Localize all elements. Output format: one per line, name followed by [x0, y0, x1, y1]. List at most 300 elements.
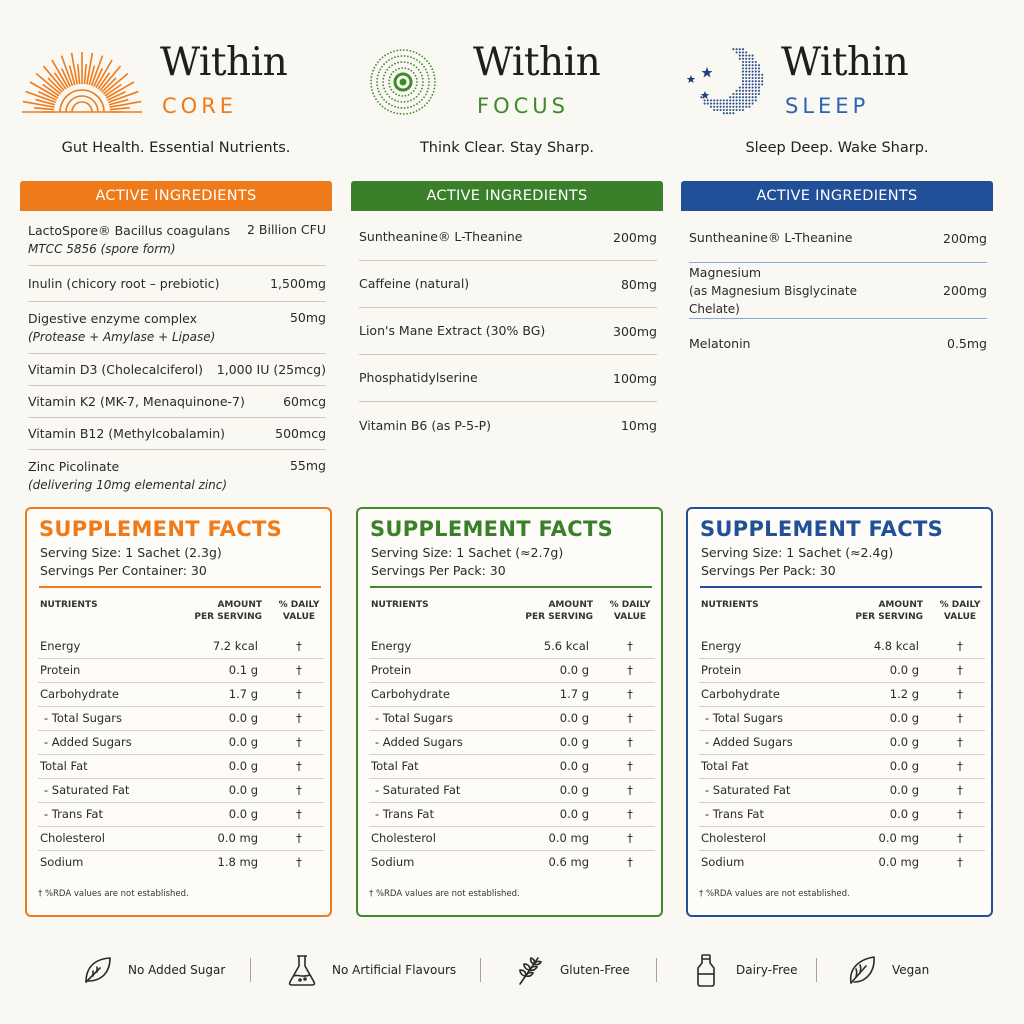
moon-dot	[732, 106, 734, 108]
focus-ring-dot	[424, 105, 426, 107]
nutrient-daily-value: †	[957, 735, 963, 749]
vegan-leaf-icon	[844, 952, 880, 988]
nutrient-name: Cholesterol	[40, 831, 105, 845]
focus-ring-dot	[376, 78, 378, 80]
nutrient-row	[38, 779, 324, 803]
nutrient-amount: 0.0 g	[889, 783, 919, 797]
moon-dot	[755, 93, 757, 95]
focus-ring-dot	[370, 76, 372, 78]
nutrient-amount: 1.2 g	[889, 687, 919, 701]
ingredient-label: Lion's Mane Extract (30% BG)	[359, 323, 546, 338]
focus-ring-dot	[421, 75, 423, 77]
moon-dot	[755, 83, 757, 85]
focus-ring-dot	[386, 61, 388, 63]
moon-dot	[700, 96, 702, 98]
ingredient-detail: (as Magnesium Bisglycinate Chelate)	[689, 283, 857, 316]
focus-ring-dot	[419, 54, 421, 56]
moon-dot	[752, 103, 754, 105]
amount-header-line2: PER SERVING	[855, 612, 923, 622]
moon-dot	[748, 58, 750, 60]
focus-ring-dot	[375, 64, 377, 66]
focus-ring-dot	[433, 71, 435, 73]
nutrient-row	[369, 731, 655, 755]
moon-dot	[739, 87, 741, 89]
ingredient-detail: (delivering 10mg elemental zinc)	[28, 478, 228, 492]
badge-divider	[656, 958, 657, 982]
ingredient-row	[359, 402, 657, 449]
ingredient-amount: 10mg	[620, 418, 657, 433]
facts-table-body	[38, 635, 324, 875]
focus-ring-dot	[382, 57, 384, 59]
focus-ring-dot	[371, 73, 373, 75]
moon-dot	[758, 90, 760, 92]
ingredient-amount: 50mg	[289, 310, 326, 325]
ingredient-amount: 1,000 IU (25mcg)	[216, 362, 326, 377]
daily-value-header	[607, 599, 653, 623]
nutrient-row	[699, 659, 985, 683]
focus-ring-dot	[410, 106, 412, 108]
nutrient-name: - Added Sugars	[705, 735, 793, 749]
focus-ring-dot	[391, 64, 393, 66]
focus-ring-dot	[413, 58, 415, 60]
moon-dot	[732, 112, 734, 114]
moon-dot	[729, 106, 731, 108]
focus-ring-dot	[416, 81, 418, 83]
focus-ring-dot	[371, 89, 373, 91]
ingredient-label: Digestive enzyme complex	[28, 310, 198, 326]
ingredient-amount: 1,500mg	[270, 276, 326, 291]
nutrient-row	[38, 683, 324, 707]
focus-ring-dot	[426, 91, 428, 93]
ingredient-label: Vitamin B12 (Methylcobalamin)	[28, 425, 226, 441]
focus-ring-dot	[423, 96, 425, 98]
moon-dot	[745, 58, 747, 60]
moon-dot	[755, 64, 757, 66]
moon-dot	[745, 55, 747, 57]
focus-ring-dot	[381, 66, 383, 68]
focus-ring-dot	[390, 111, 392, 113]
moon-dot	[723, 99, 725, 101]
nutrient-name: Sodium	[40, 855, 84, 869]
nutrient-row	[699, 683, 985, 707]
moon-dot	[720, 109, 722, 111]
moon-dot	[758, 87, 760, 89]
ingredient-name	[28, 310, 215, 346]
focus-ring-dot	[383, 63, 385, 65]
focus-ingredients-header: ACTIVE INGREDIENTS	[351, 181, 663, 211]
focus-ring-dot	[418, 93, 420, 95]
moon-dot	[707, 99, 709, 101]
nutrient-daily-value: †	[957, 783, 963, 797]
focus-product-line: FOCUS	[477, 94, 569, 118]
focus-ring-dot	[422, 84, 424, 86]
dv-header-line1: % DAILY	[939, 600, 981, 610]
moon-dot	[742, 64, 744, 66]
moon-dot	[748, 71, 750, 73]
focus-ring-dot	[423, 66, 425, 68]
moon-dot	[716, 99, 718, 101]
focus-ring-dot	[404, 107, 406, 109]
focus-ring-dot	[404, 61, 406, 63]
nutrient-amount: 0.0 mg	[878, 855, 919, 869]
servings-per-pack: Servings Per Pack: 30	[701, 563, 836, 578]
focus-ring-dot	[386, 69, 388, 71]
badge-label: Dairy-Free	[736, 963, 798, 977]
nutrient-row	[38, 803, 324, 827]
moon-dot	[742, 99, 744, 101]
core-ingredients-list	[28, 214, 326, 502]
core-tagline: Gut Health. Essential Nutrients.	[61, 140, 291, 156]
nutrient-amount: 0.0 g	[889, 663, 919, 677]
focus-ring-dot	[370, 86, 372, 88]
nutrient-name: Sodium	[371, 855, 415, 869]
focus-ring-dot	[396, 50, 398, 52]
moon-dot	[710, 103, 712, 105]
moon-dot	[748, 87, 750, 89]
focus-ring-dot	[409, 112, 411, 114]
core-supplement-facts	[25, 507, 332, 917]
focus-ring-dot	[430, 65, 432, 67]
focus-ring-dot	[379, 103, 381, 105]
moon-dot	[752, 71, 754, 73]
moon-dot	[729, 96, 731, 98]
moon-dot	[739, 51, 741, 53]
moon-dot	[742, 109, 744, 111]
focus-column	[351, 0, 663, 899]
focus-ring-dot	[385, 72, 387, 74]
focus-ring-dot	[426, 72, 428, 74]
nutrient-daily-value: †	[627, 663, 633, 677]
moon-dot	[742, 90, 744, 92]
nutrient-name: - Trans Fat	[44, 807, 103, 821]
moon-dot	[713, 103, 715, 105]
moon-dot	[732, 99, 734, 101]
focus-ingredients-list	[359, 214, 657, 449]
focus-ring-dot	[400, 49, 402, 51]
nutrient-amount: 0.0 g	[559, 663, 589, 677]
feature-badges	[80, 940, 960, 1000]
moon-dot	[745, 106, 747, 108]
moon-dot	[745, 90, 747, 92]
focus-ring-dot	[401, 67, 403, 69]
focus-ring-dot	[385, 91, 387, 93]
moon-dot	[755, 67, 757, 69]
moon-dot	[758, 64, 760, 66]
focus-ring-dot	[433, 75, 435, 77]
focus-ring-dot	[407, 100, 409, 102]
ingredient-name	[28, 222, 230, 258]
moon-dot	[745, 67, 747, 69]
focus-ring-dot	[373, 95, 375, 97]
moon-dot	[726, 99, 728, 101]
nutrient-row	[38, 755, 324, 779]
facts-title: SUPPLEMENT FACTS	[370, 517, 613, 541]
sleep-ingredients-list	[689, 214, 987, 368]
focus-ring-dot	[400, 55, 402, 57]
nutrient-amount: 0.0 g	[889, 711, 919, 725]
focus-ring-dot	[431, 94, 433, 96]
moon-dot	[732, 103, 734, 105]
ingredient-label: Zinc Picolinate	[28, 459, 120, 474]
focus-ring-dot	[407, 56, 409, 58]
moon-dot	[739, 96, 741, 98]
nutrient-amount: 0.0 g	[228, 759, 258, 773]
moon-dot	[742, 55, 744, 57]
focus-ring-dot	[407, 107, 409, 109]
ingredient-amount: 2 Billion CFU	[246, 222, 326, 237]
focus-ring-dot	[395, 69, 397, 71]
ingredient-row	[359, 214, 657, 261]
flask-icon	[284, 952, 320, 988]
moon-dot	[704, 99, 706, 101]
nutrient-row	[699, 827, 985, 851]
serving-size: Serving Size: 1 Sachet (2.3g)	[40, 545, 222, 560]
moon-dot	[748, 74, 750, 76]
sun-ray	[110, 108, 130, 110]
wheat-icon	[512, 952, 548, 988]
focus-ring-dot	[390, 89, 392, 91]
core-brand-name: Within	[160, 40, 288, 85]
moon-dot	[761, 83, 763, 85]
moon-dot	[732, 48, 734, 50]
focus-ring-dot	[379, 69, 381, 71]
focus-ring-dot	[416, 96, 418, 98]
moon-dot	[729, 99, 731, 101]
ingredient-detail: (Protease + Amylase + Lipase)	[28, 329, 216, 344]
facts-title: SUPPLEMENT FACTS	[700, 517, 943, 541]
focus-ring-dot	[387, 109, 389, 111]
nutrient-daily-value: †	[296, 759, 302, 773]
focus-ring-dot	[408, 94, 410, 96]
focus-ring-dot	[398, 95, 400, 97]
moon-dot	[748, 90, 750, 92]
nutrient-row	[38, 827, 324, 851]
moon-dot	[745, 99, 747, 101]
moon-dot	[739, 103, 741, 105]
moon-dot	[755, 74, 757, 76]
moon-dot	[752, 90, 754, 92]
moon-dot	[739, 99, 741, 101]
focus-ring-dot	[421, 88, 423, 90]
nutrient-row	[699, 635, 985, 659]
ingredient-label: Vitamin D3 (Cholecalciferol)	[28, 361, 204, 377]
moon-dot	[736, 48, 738, 50]
nutrient-name: Total Fat	[371, 759, 419, 773]
nutrient-amount: 5.6 kcal	[543, 639, 589, 653]
servings-per-pack: Servings Per Pack: 30	[371, 563, 506, 578]
moon-dot	[745, 83, 747, 85]
ingredient-row	[28, 450, 326, 502]
nutrient-daily-value: †	[957, 687, 963, 701]
focus-ring-dot	[410, 99, 412, 101]
moon-dot	[710, 99, 712, 101]
moon-dot	[761, 80, 763, 82]
moon-dot	[745, 64, 747, 66]
nutrient-name: - Added Sugars	[44, 735, 132, 749]
focus-ring-dot	[428, 84, 430, 86]
nutrient-name: - Added Sugars	[375, 735, 463, 749]
focus-ring-dot	[427, 75, 429, 77]
focus-ring-dot	[425, 69, 427, 71]
moon-dot	[745, 74, 747, 76]
focus-ring-dot	[407, 62, 409, 64]
ingredient-label: Vitamin B6 (as P-5-P)	[359, 417, 492, 433]
focus-ring-dot	[378, 72, 380, 74]
nutrient-row	[369, 755, 655, 779]
sun-ray	[110, 102, 142, 108]
nutrient-name: Total Fat	[701, 759, 749, 773]
nutrient-daily-value: †	[296, 639, 302, 653]
ingredient-row	[689, 319, 987, 368]
moon-dot	[710, 106, 712, 108]
moon-dot	[752, 80, 754, 82]
focus-ring-dot	[416, 84, 418, 86]
moon-dot	[729, 112, 731, 114]
ingredient-amount: 55mg	[289, 458, 326, 473]
focus-ring-dot	[416, 52, 418, 54]
moon-dot	[748, 96, 750, 98]
moon-dot	[745, 80, 747, 82]
moon-dot	[742, 87, 744, 89]
moon-dot	[748, 77, 750, 79]
moon-dot	[742, 83, 744, 85]
nutrient-daily-value: †	[296, 663, 302, 677]
moon-dot	[729, 103, 731, 105]
sun-ray	[34, 108, 54, 110]
sun-ray	[78, 64, 80, 84]
focus-ring-dot	[397, 62, 399, 64]
badge-no-added-sugar	[80, 950, 225, 990]
focus-ring-dot	[421, 56, 423, 58]
focus-ring-dot	[394, 106, 396, 108]
focus-ring-dot	[391, 98, 393, 100]
moon-dot	[742, 61, 744, 63]
moon-dot	[755, 96, 757, 98]
nutrient-amount: 0.0 mg	[878, 831, 919, 845]
ingredient-row	[28, 354, 326, 386]
ingredient-row	[359, 261, 657, 308]
focus-tagline: Think Clear. Stay Sharp.	[419, 140, 595, 156]
focus-ring-dot	[416, 66, 418, 68]
moon-dot	[704, 103, 706, 105]
nutrient-daily-value: †	[296, 783, 302, 797]
amount-header-line1: AMOUNT	[217, 600, 262, 610]
moon-dot	[752, 64, 754, 66]
nutrient-name: Energy	[701, 639, 742, 653]
focus-ring-dot	[422, 78, 424, 80]
moon-dot	[739, 58, 741, 60]
moon-dot	[752, 99, 754, 101]
moon-dot	[761, 74, 763, 76]
ingredient-row	[28, 302, 326, 354]
nutrient-name: - Trans Fat	[705, 807, 764, 821]
focus-ring-dot	[413, 111, 415, 113]
focus-ring-dot	[403, 49, 405, 51]
focus-ring-dot	[406, 49, 408, 51]
core-ingredients-header: ACTIVE INGREDIENTS	[20, 181, 332, 211]
nutrient-daily-value: †	[627, 831, 633, 845]
nutrient-amount: 4.8 kcal	[873, 639, 919, 653]
focus-ring-dot	[391, 105, 393, 107]
focus-ring-dot	[376, 81, 378, 83]
focus-ring-dot	[410, 70, 412, 72]
focus-ring-dot	[419, 101, 421, 103]
ingredient-label: Phosphatidylserine	[359, 370, 478, 385]
nutrient-daily-value: †	[296, 687, 302, 701]
focus-ring-dot	[400, 107, 402, 109]
focus-ring-dot	[391, 58, 393, 60]
serving-size: Serving Size: 1 Sachet (≈2.7g)	[371, 545, 564, 560]
moon-dot	[742, 103, 744, 105]
moon-dot	[755, 80, 757, 82]
nutrient-row	[369, 707, 655, 731]
sleep-ingredients-header: ACTIVE INGREDIENTS	[681, 181, 993, 211]
nutrient-amount: 0.0 g	[228, 735, 258, 749]
focus-ring-dot	[386, 93, 388, 95]
sleep-tagline: Sleep Deep. Wake Sharp.	[745, 140, 929, 156]
moon-dot	[742, 93, 744, 95]
ingredient-label: Suntheanine® L-Theanine	[359, 229, 523, 244]
focus-ring-dot	[413, 72, 415, 74]
nutrient-daily-value: †	[957, 759, 963, 773]
focus-ring-dot	[384, 108, 386, 110]
moon-dot	[716, 103, 718, 105]
badge-vegan	[844, 950, 929, 990]
focus-ring-dot	[400, 61, 402, 63]
nutrient-amount: 0.0 g	[559, 783, 589, 797]
moon-dot	[748, 93, 750, 95]
moon-dot	[732, 96, 734, 98]
focus-ring-dot	[398, 68, 400, 70]
nutrient-daily-value: †	[627, 855, 633, 869]
facts-table-body	[369, 635, 655, 875]
nutrient-name: - Saturated Fat	[44, 783, 130, 797]
moon-dot	[732, 109, 734, 111]
nutrient-daily-value: †	[627, 711, 633, 725]
focus-ring-dot	[404, 101, 406, 103]
nutrients-header: NUTRIENTS	[701, 600, 759, 610]
moon-dot	[742, 74, 744, 76]
nutrient-amount: 1.7 g	[228, 687, 258, 701]
focus-ring-dot	[388, 103, 390, 105]
nutrient-daily-value: †	[296, 831, 302, 845]
nutrient-amount: 0.6 mg	[548, 855, 589, 869]
focus-ring-dot	[388, 83, 390, 85]
moon-dot	[758, 83, 760, 85]
moon-dot	[755, 99, 757, 101]
nutrient-daily-value: †	[627, 783, 633, 797]
moon-dot	[742, 51, 744, 53]
nutrient-row	[699, 755, 985, 779]
nutrient-amount: 0.0 g	[559, 735, 589, 749]
focus-ring-dot	[434, 81, 436, 83]
focus-ring-dot	[406, 113, 408, 115]
nutrient-row	[369, 659, 655, 683]
focus-ring-dot	[392, 71, 394, 73]
nutrient-row	[369, 803, 655, 827]
nutrient-amount: 0.0 g	[559, 807, 589, 821]
moon-dot	[713, 99, 715, 101]
sleep-brand-name: Within	[781, 40, 909, 85]
moon-dot	[745, 61, 747, 63]
focus-ring-dot	[394, 56, 396, 58]
focus-ring-dot	[421, 63, 423, 65]
focus-ring-dot	[389, 66, 391, 68]
nutrient-name: Energy	[371, 639, 412, 653]
sleep-column	[681, 0, 993, 899]
focus-ring-dot	[413, 51, 415, 53]
amount-header-line2: PER SERVING	[525, 612, 593, 622]
